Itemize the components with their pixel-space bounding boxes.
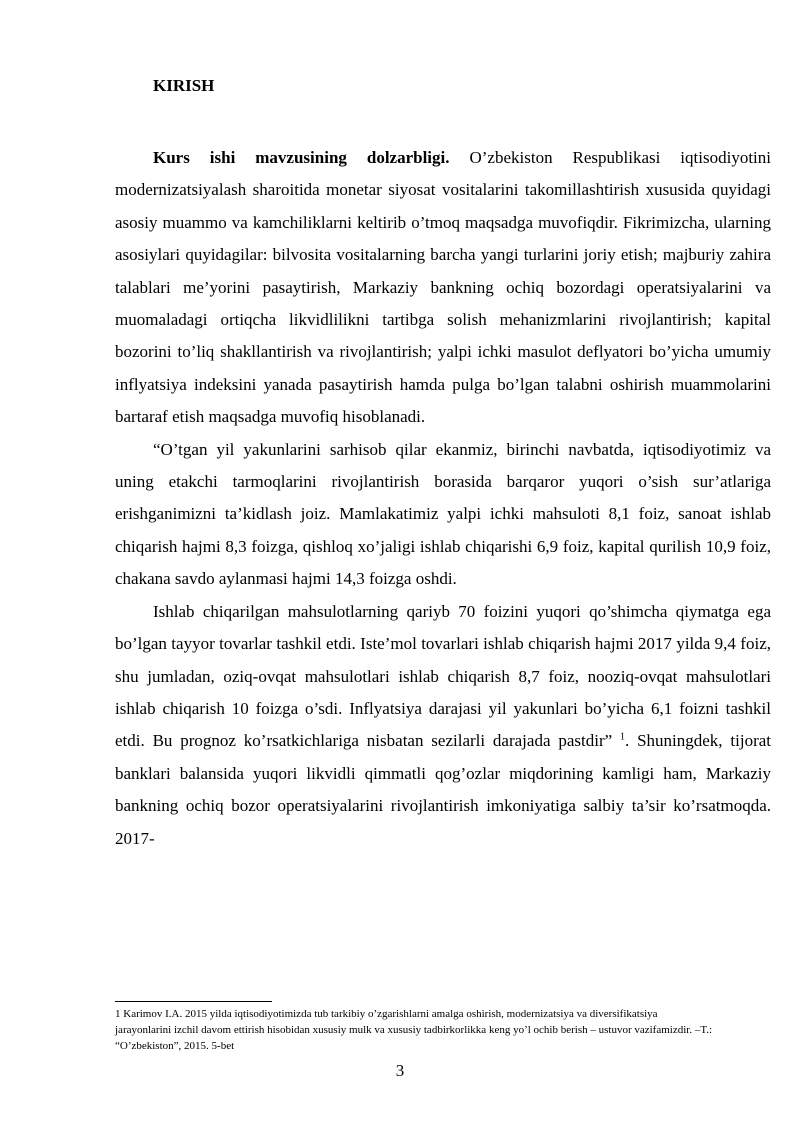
paragraph-production: [115, 596, 771, 855]
paragraph-text: Ishlab chiqarilgan mahsulotlarning qariyb 70 foizini yuqori qo’shimcha qiymatga ega bo’lgan tayyor tovarlar tashkil etdi. Iste’mol tovarlari ishlab chiqarish hajmi 2017 yilda 9,4 foiz, shu jumladan, oziq-ovqat mahsulotlari ishlab chiqarish 8,7 foiz, nooziq-ovqat mahsulotlari ishlab chiqarish 10 foizga o’sdi. Inflyatsiya darajasi yil yakunlari bo’yicha 6,1 foizni tashkil etdi. Bu prognoz ko’rsatkichlariga nisbatan sezilarli darajada pastdir”: [115, 601, 771, 751]
footnote-text: Karimov I.A. 2015 yilda iqtisodiyotimizda tub tarkibiy o’zgarishlarni amalga oshirish, modernizatsiya va diversifikatsiya jarayonlarini izchil davom ettirish hisobidan xususiy mulk va xususiy tadbirkorlikka keng yo’l ochib berish – ustuvor vazifamizdir. –T.: “O’zbekiston”, 2015. 5-bet: [115, 1008, 713, 1052]
body-text: [115, 142, 771, 855]
footnote: [115, 1006, 715, 1054]
footnote-number: 1: [115, 1008, 121, 1020]
paragraph-relevance: [115, 142, 771, 434]
paragraph-lead: Kurs ishi mavzusining dolzarbligi.: [153, 148, 450, 167]
page-number: 3: [395, 1061, 405, 1080]
paragraph-quote: [115, 434, 771, 596]
paragraph-text: . Shuningdek, tijorat banklari balansida yuqori likvidli qimmatli qog’ozlar miqdorining kamligi ham, Markaziy bankning ochiq bozor operatsiyalarini rivojlantirish imkoniyatiga salbiy ta’sir ko’rsatmoqda. 2017-: [115, 731, 771, 848]
section-heading: KIRISH: [153, 76, 215, 95]
footnote-reference[interactable]: 1: [620, 731, 625, 743]
footnote-divider: [115, 1001, 272, 1002]
paragraph-text: “O’tgan yil yakunlarini sarhisob qilar ekanmiz, birinchi navbatda, iqtisodiyotimiz va uning etakchi tarmoqlarini rivojlantirish borasida barqaror yuqori o’sish sur’atlariga erishganimizni ta’kidlash joiz. Mamlakatimiz yalpi ichki mahsuloti 8,1 foiz, sanoat ishlab chiqarish hajmi 8,3 foizga, qishloq xo’jaligi ishlab chiqarishi 6,9 foiz, kapital qurilish 10,9 foiz, chakana savdo aylanmasi hajmi 14,3 foizga oshdi.: [115, 439, 771, 589]
paragraph-text: O’zbekiston Respublikasi iqtisodiyotini modernizatsiyalash sharoitida monetar siyosat vositalarini takomillashtirish xususida quyidagi asosiy muammo va kamchiliklarni keltirib o’tmoq maqsadga muvofiqdir. Fikrimizcha, ularning asosiylari quyidagilar: bilvosita vositalarning barcha yangi turlarini joriy etish; majburiy zahira talablari me’yorini pasaytirish, Markaziy bankning ochiq bozordagi operatsiyalarini va muomaladagi ortiqcha likvidlilikni tartibga solish mehanizmlarini rivojlantirish; kapital bozorini to’liq shakllantirish va rivojlantirish; yalpi ichki masulot deflyatori bo’yicha umumiy inflyatsiya indeksini yanada pasaytirish hamda pulga bo’lgan talabni oshirish muammolarini bartaraf etish maqsadga muvofiq hisoblanadi.: [115, 148, 771, 427]
